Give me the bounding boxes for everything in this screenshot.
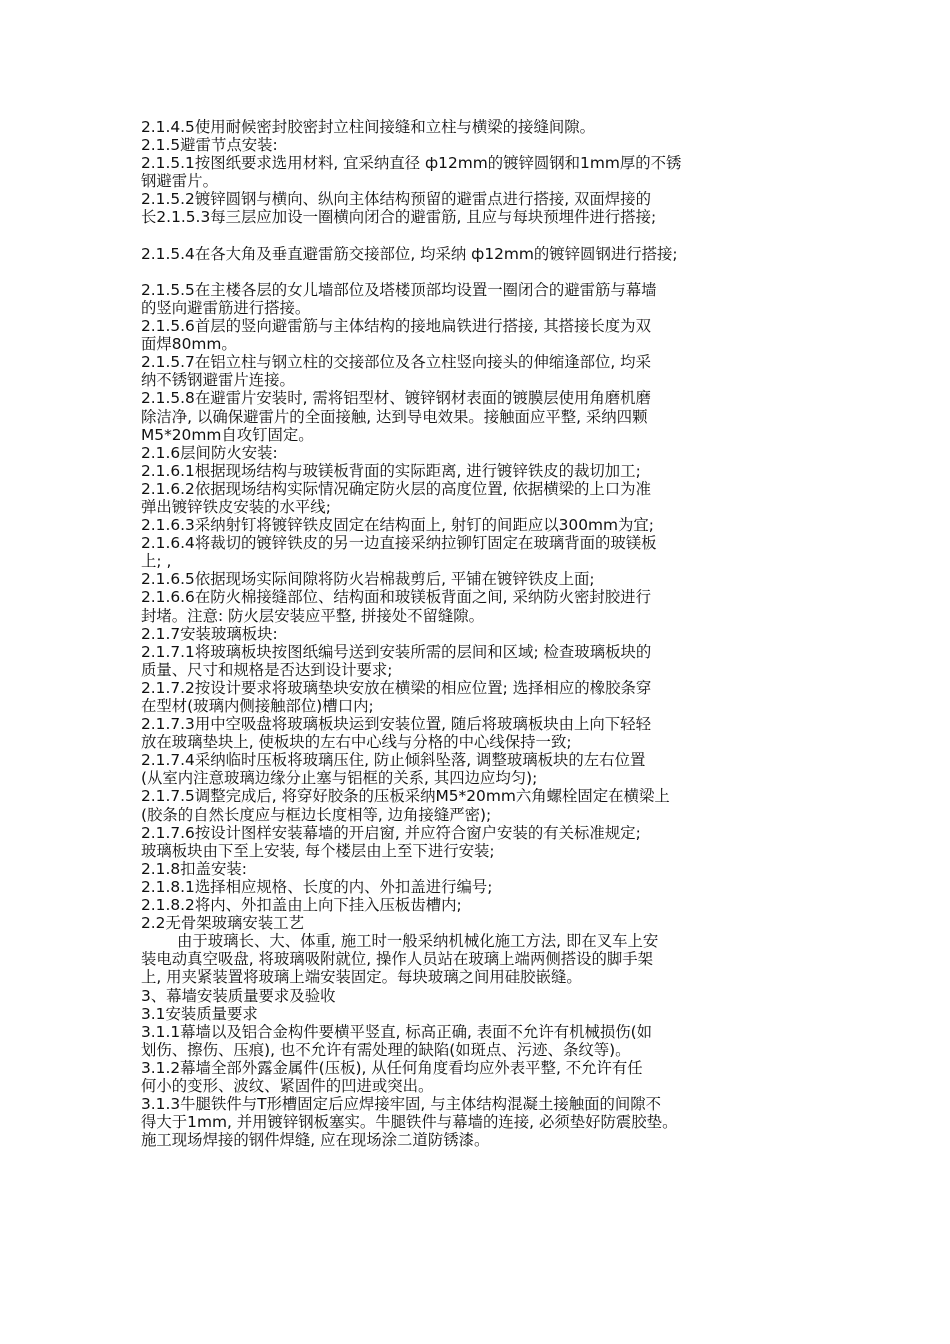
text-line: 划伤、擦伤、压痕), 也不允许有需处理的缺陷(如斑点、污迹、条纹等)。 (141, 1040, 631, 1059)
blank-line (141, 227, 821, 245)
text-line: 2.1.5.7在铝立柱与钢立柱的交接部位及各立柱竖向接头的伸缩逢部位, 均采 (141, 353, 651, 372)
text-line: (从室内注意玻璃边缘分止塞与铝框的关系, 其四边应均匀); (141, 769, 538, 788)
text-line: 2.1.6.1根据现场结构与玻镁板背面的实际距离, 进行镀锌铁皮的裁切加工; (141, 461, 641, 480)
text-line: 2.1.8.1选择相应规格、长度的内、外扣盖进行编号; (141, 877, 493, 896)
text-line: 2.1.6.2依据现场结构实际情况确定防火层的高度位置, 依据横梁的上口为准 (141, 479, 651, 498)
text-line: 施工现场焊接的钢件焊缝, 应在现场涂二道防锈漆。 (141, 1131, 490, 1150)
text-line: 质量、尺寸和规格是否达到设计要求; (141, 660, 393, 679)
chapter-heading: 3、幕墙安装质量要求及验收 (141, 986, 336, 1005)
text-line: 3.1.1幕墙以及铝合金构件要横平竖直, 标高正确, 表面不允许有机械损伤(如 (141, 1022, 653, 1041)
document-body (141, 118, 821, 1149)
text-line: 除洁净, 以确保避雷片的全面接触, 达到导电效果。接触面应平整, 采纳四颗 (141, 407, 648, 426)
text-line: 上, 用夹紧装置将玻璃上端安装固定。每块玻璃之间用硅胶嵌缝。 (141, 968, 582, 987)
text-line: 何小的变形、波纹、紧固件的凹进或突出。 (141, 1076, 434, 1095)
text-line: 由于玻璃长、大、体重, 施工时一般采纳机械化施工方法, 即在叉车上安 (177, 932, 659, 951)
text-line: 封堵。注意: 防火层安装应平整, 拼接处不留缝隙。 (141, 606, 485, 625)
text-line: 2.1.7.4采纳临时压板将玻璃压住, 防止倾斜坠落, 调整玻璃板块的左右位置 (141, 751, 646, 770)
text-line: 2.1.5.6首层的竖向避雷筋与主体结构的接地扁铁进行搭接, 其搭接长度为双 (141, 317, 651, 336)
text-line: 2.1.7.6按设计图样安装幕墙的开启窗, 并应符合窗户安装的有关标准规定; (141, 823, 641, 842)
text-line: 2.1.7.3用中空吸盘将玻璃板块运到安装位置, 随后将玻璃板块由上向下轻轻 (141, 715, 651, 734)
text-line: 3.1.2幕墙全部外露金属件(压板), 从任何角度看均应外表平整, 不允许有任 (141, 1058, 643, 1077)
text-line: 的竖向避雷筋进行搭接。 (141, 298, 311, 317)
section-heading: 2.1.6层间防火安装: (141, 443, 278, 462)
text-line: 3.1.3牛腿铁件与T形槽固定后应焊接牢固, 与主体结构混凝土接触面的间隙不 (141, 1095, 662, 1114)
text-line: 2.1.7.2按设计要求将玻璃垫块安放在横梁的相应位置; 选择相应的橡胶条穿 (141, 678, 652, 697)
text-line: 装电动真空吸盘, 将玻璃吸附就位, 操作人员站在玻璃上端两侧搭设的脚手架 (141, 950, 654, 969)
text-line: 2.1.6.4将裁切的镀锌铁皮的另一边直接采纳拉铆钉固定在玻璃背面的玻镁板 (141, 534, 657, 553)
text-line: 2.1.5.8在避雷片安装时, 需将铝型材、镀锌钢材表面的镀膜层使用角磨机磨 (141, 389, 651, 408)
text-line: 2.1.8.2将内、外扣盖由上向下挂入压板齿槽内; (141, 896, 462, 915)
text-line: 2.1.5.5在主楼各层的女儿墙部位及塔楼顶部均设置一圈闭合的避雷筋与幕墙 (141, 280, 657, 299)
section-heading: 2.1.8扣盖安装: (141, 859, 247, 878)
text-line: 2.1.4.5使用耐候密封胶密封立柱间接缝和立柱与横梁的接缝间隙。 (141, 118, 596, 136)
text-line: 纳不锈钢避雷片连接。 (141, 371, 295, 390)
section-heading: 2.1.7安装玻璃板块: (141, 624, 278, 643)
text-line: 2.1.6.3采纳射钉将镀锌铁皮固定在结构面上, 射钉的间距应以300mm为宜; (141, 516, 654, 535)
text-line: 得大于1mm, 并用镀锌钢板塞实。牛腿铁件与幕墙的连接, 必须垫好防震胶垫。 (141, 1113, 678, 1132)
section-heading: 2.2无骨架玻璃安装工艺 (141, 914, 304, 933)
text-line: 2.1.7.5调整完成后, 将穿好胶条的压板采纳M5*20mm六角螺栓固定在横梁上 (141, 787, 670, 806)
text-line: 放在玻璃垫块上, 使板块的左右中心线与分格的中心线保持一致; (141, 733, 572, 752)
text-line: 在型材(玻璃内侧接触部位)槽口内; (141, 697, 374, 715)
text-line: 2.1.7.1将玻璃板块按图纸编号送到安装所需的层间和区域; 检查玻璃板块的 (141, 642, 652, 661)
text-line: 玻璃板块由下至上安装, 每个楼层由上至下进行安装; (141, 841, 495, 860)
section-heading: 2.1.5避雷节点安装: (141, 136, 278, 155)
text-line: 长2.1.5.3每三层应加设一圈横向闭合的避雷筋, 且应与每块预埋件进行搭接; (141, 208, 657, 227)
text-line: 面焊80mm。 (141, 335, 237, 354)
blank-line (141, 263, 821, 281)
text-line: (胶条的自然长度应与框边长度相等, 边角接缝严密); (141, 805, 492, 824)
text-line: 2.1.5.2镀锌圆钢与横向、纵向主体结构预留的避雷点进行搭接, 双面焊接的 (141, 190, 651, 209)
text-line: M5*20mm自攻钉固定。 (141, 425, 314, 444)
text-line: 2.1.6.6在防火棉接缝部位、结构面和玻镁板背面之间, 采纳防火密封胶进行 (141, 588, 651, 607)
text-line: 上; , (141, 552, 172, 571)
text-line: 2.1.5.1按图纸要求选用材料, 宜采纳直径 ф12mm的镀锌圆钢和1mm厚的不锈 (141, 154, 682, 173)
text-line: 2.1.6.5依据现场实际间隙将防火岩棉裁剪后, 平铺在镀锌铁皮上面; (141, 570, 595, 589)
text-line: 2.1.5.4在各大角及垂直避雷筋交接部位, 均采纳 ф12mm的镀锌圆钢进行搭接; (141, 244, 678, 263)
text-line: 钢避雷片。 (141, 172, 218, 191)
text-line: 弹出镀锌铁皮安装的水平线; (141, 497, 331, 516)
section-heading: 3.1安装质量要求 (141, 1004, 258, 1023)
